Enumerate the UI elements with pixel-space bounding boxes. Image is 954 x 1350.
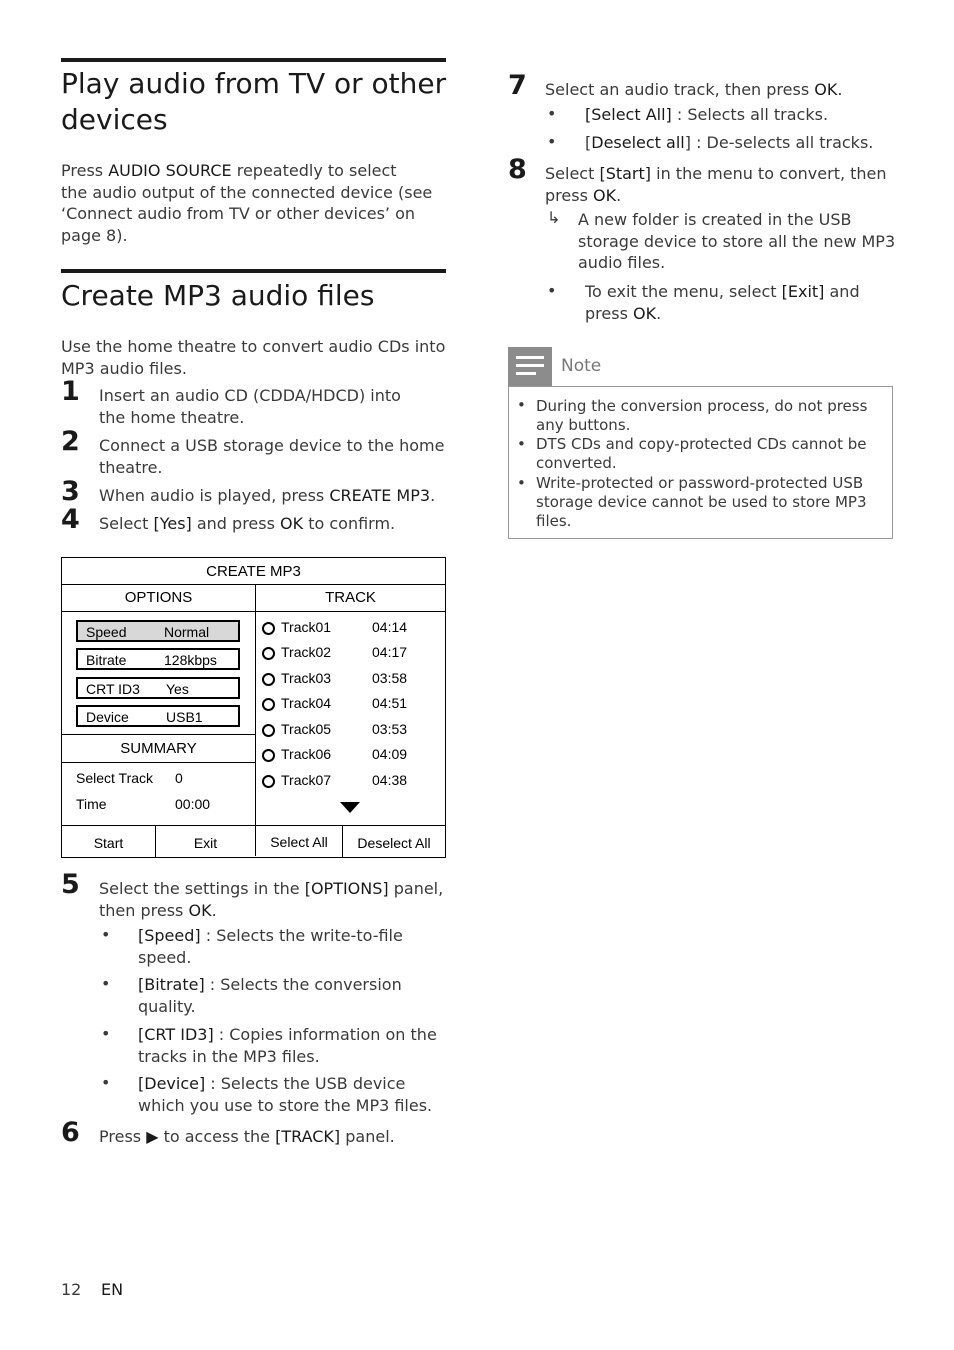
note-label: Note (561, 356, 602, 376)
bullet-icon: • (517, 474, 526, 492)
bullet-icon: • (517, 396, 526, 414)
play-audio-paragraph: Press AUDIO SOURCE repeatedly to select the audio output of the connected device (see ‘Connect audio from TV or other devices’ on page 8). (61, 161, 433, 245)
select-all-button[interactable]: Select All (270, 834, 328, 850)
options-header: OPTIONS (124, 589, 193, 606)
summary-select-track-label: Select Track (76, 770, 154, 786)
start-button[interactable]: Start (93, 835, 124, 851)
track-radio-icon[interactable] (262, 775, 275, 788)
track-radio-icon[interactable] (262, 673, 275, 686)
deselect-all-button[interactable]: Deselect All (357, 835, 431, 851)
step8-bullet-exit: To exit the menu, select [Exit] and press OK. (585, 282, 860, 323)
track-header: TRACK (325, 589, 376, 606)
menu-divider (62, 611, 445, 612)
bullet-icon: • (101, 925, 111, 944)
menu-divider (62, 825, 445, 826)
track-name[interactable]: Track03 (281, 670, 332, 686)
step-number-5: 5 (61, 869, 80, 900)
menu-divider (255, 584, 256, 856)
track-radio-icon[interactable] (262, 647, 275, 660)
option-device[interactable]: Device USB1 (76, 705, 240, 727)
step-2-text: Connect a USB storage device to the home theatre. (99, 436, 445, 477)
step7-bullet-select-all: [Select All] : Selects all tracks. (585, 105, 829, 124)
note-item: Write-protected or password-protected USB storage device cannot be used to store MP3 files. (536, 474, 867, 530)
track-time: 03:53 (372, 721, 408, 737)
step-number-3: 3 (61, 476, 80, 507)
track-name[interactable]: Track02 (281, 644, 332, 660)
language-code: EN (101, 1280, 124, 1299)
summary-time-label: Time (76, 796, 107, 812)
step-3-text: When audio is played, press CREATE MP3. (99, 486, 436, 505)
step-8-text: Select [Start] in the menu to convert, then press OK. (545, 164, 887, 205)
step-number-1: 1 (61, 376, 80, 407)
step-1-text: Insert an audio CD (CDDA/HDCD) into the home theatre. (99, 386, 401, 427)
bullet-icon: • (101, 974, 111, 993)
step-5-text: Select the settings in the [OPTIONS] panel, then press OK. (99, 879, 444, 920)
step-number-7: 7 (508, 70, 527, 101)
summary-select-track-value: 0 (175, 770, 183, 786)
note-item: During the conversion process, do not press any buttons. (536, 397, 868, 434)
scroll-down-arrow-icon[interactable] (340, 802, 360, 813)
bullet-icon: • (101, 1024, 111, 1043)
track-radio-icon[interactable] (262, 724, 275, 737)
option-speed[interactable]: Speed Normal (76, 620, 240, 642)
section-rule-top (61, 58, 446, 62)
menu-divider (62, 734, 255, 735)
track-name[interactable]: Track04 (281, 695, 332, 711)
step5-bullet-speed: [Speed] : Selects the write-to-file speed. (138, 926, 403, 967)
track-radio-icon[interactable] (262, 622, 275, 635)
track-time: 04:09 (372, 746, 408, 762)
section-rule-mp3 (61, 269, 446, 273)
track-radio-icon[interactable] (262, 749, 275, 762)
option-crt-id3[interactable]: CRT ID3 Yes (76, 677, 240, 699)
track-name[interactable]: Track06 (281, 746, 332, 762)
option-bitrate[interactable]: Bitrate 128kbps (76, 648, 240, 670)
track-name[interactable]: Track01 (281, 619, 332, 635)
step-6-text: Press ▶ to access the [TRACK] panel. (99, 1127, 395, 1146)
bullet-icon: • (547, 281, 557, 300)
track-time: 04:14 (372, 619, 408, 635)
step-number-8: 8 (508, 154, 527, 185)
menu-divider (62, 584, 445, 585)
summary-time-value: 00:00 (175, 796, 211, 812)
step7-bullet-deselect-all: [Deselect all] : De-selects all tracks. (585, 133, 874, 152)
bullet-icon: • (101, 1073, 111, 1092)
step-number-2: 2 (61, 426, 80, 457)
track-time: 04:17 (372, 644, 408, 660)
track-name[interactable]: Track05 (281, 721, 332, 737)
track-time: 03:58 (372, 670, 408, 686)
step5-bullet-bitrate: [Bitrate] : Selects the conversion quality. (138, 975, 402, 1016)
exit-button[interactable]: Exit (193, 835, 218, 851)
step-number-4: 4 (61, 504, 80, 535)
summary-header: SUMMARY (120, 740, 197, 757)
step-7-text: Select an audio track, then press OK. (545, 80, 843, 99)
note-icon (508, 347, 552, 387)
section-title-create-mp3: Create MP3 audio files (61, 279, 375, 312)
step8-result: A new folder is created in the USB storage device to store all the new MP3 audio files. (578, 210, 896, 272)
track-name[interactable]: Track07 (281, 772, 332, 788)
page-number: 12 (61, 1280, 82, 1299)
section-title-play-audio: Play audio from TV or other devices (61, 67, 447, 136)
result-arrow-icon: ↳ (547, 208, 561, 227)
track-time: 04:51 (372, 695, 408, 711)
bullet-icon: • (547, 132, 557, 151)
bullet-icon: • (547, 104, 557, 123)
step-4-text: Select [Yes] and press OK to confirm. (99, 514, 396, 533)
bullet-icon: • (517, 435, 526, 453)
create-mp3-menu (61, 557, 446, 858)
step5-bullet-crt-id3: [CRT ID3] : Copies information on the tracks in the MP3 files. (138, 1025, 437, 1066)
track-radio-icon[interactable] (262, 698, 275, 711)
track-time: 04:38 (372, 772, 408, 788)
create-mp3-intro: Use the home theatre to convert audio CDs into MP3 audio files. (61, 337, 446, 378)
menu-divider (62, 762, 255, 763)
menu-title: CREATE MP3 (206, 563, 301, 580)
note-item: DTS CDs and copy-protected CDs cannot be converted. (536, 435, 867, 472)
step-number-6: 6 (61, 1117, 80, 1148)
play-arrow-icon: ▶ (146, 1127, 159, 1146)
step5-bullet-device: [Device] : Selects the USB device which you use to store the MP3 files. (138, 1074, 433, 1115)
